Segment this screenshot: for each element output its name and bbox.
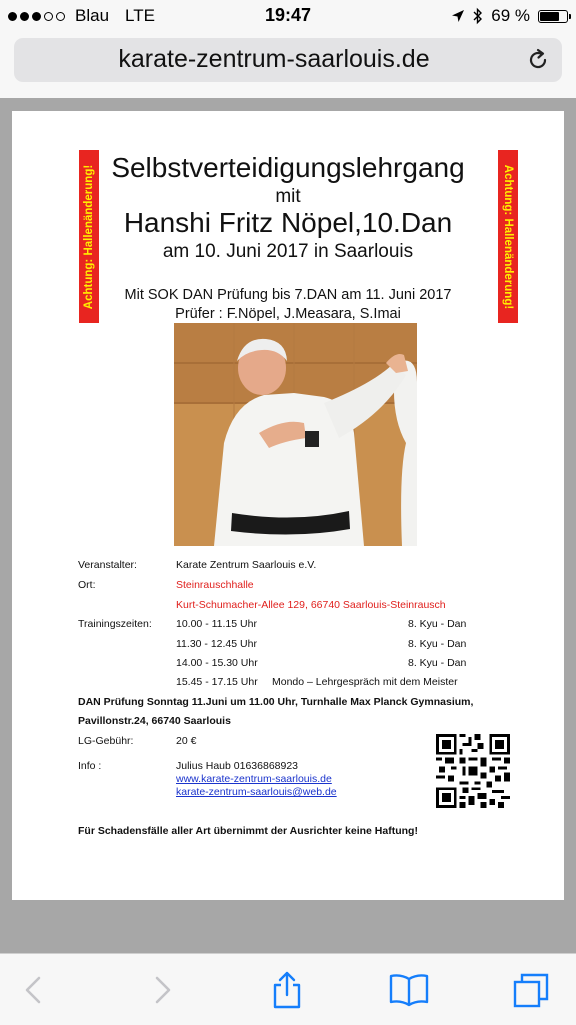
- flyer-master-name: Hanshi Fritz Nöpel,10.Dan: [123, 207, 453, 238]
- back-icon[interactable]: [14, 970, 54, 1010]
- organizer-value: Karate Zentrum Saarlouis e.V.: [176, 559, 317, 571]
- flyer-page[interactable]: [12, 111, 564, 900]
- flyer-date: am 10. Juni 2017 in Saarlouis: [162, 241, 414, 262]
- disclaimer: Für Schadensfälle aller Art übernimmt der Ausrichter keine Haftung!: [78, 825, 418, 837]
- left-notice-text: Achtung: Hallenänderung!: [83, 164, 95, 309]
- dan-exam-line-1: DAN Prüfung Sonntag 11.Juni um 11.00 Uhr, Turnhalle Max Planck Gymnasium,: [78, 696, 474, 708]
- session-level: 8. Kyu - Dan: [408, 657, 467, 669]
- status-right: [451, 6, 568, 26]
- session-time: 10.00 - 11.15 Uhr: [176, 618, 257, 630]
- session-level: 8. Kyu - Dan: [408, 638, 467, 650]
- website-link[interactable]: www.karate-zentrum-saarlouis.de: [176, 773, 332, 785]
- flyer-with: mit: [275, 186, 301, 207]
- dan-exam-line-2: Pavillonstr.24, 66740 Saarlouis: [78, 715, 231, 727]
- flyer-exam-line: Mit SOK DAN Prüfung bis 7.DAN am 11. Juni 2017: [124, 287, 452, 303]
- info-label: Info :: [78, 760, 102, 772]
- location-icon: [451, 9, 465, 23]
- contact-phone: Julius Haub 01636868923: [176, 760, 299, 772]
- session-time: 15.45 - 17.15 Uhr: [176, 676, 258, 688]
- reload-icon[interactable]: [526, 48, 550, 72]
- forward-icon[interactable]: [142, 970, 182, 1010]
- fee-label: LG-Gebühr:: [78, 735, 134, 747]
- fee-value: 20 €: [176, 735, 197, 747]
- network-type: LTE: [125, 6, 155, 25]
- browser-toolbar: [0, 953, 576, 1025]
- flyer-title: Selbstverteidigungslehrgang: [111, 152, 465, 183]
- session-level: 8. Kyu - Dan: [408, 618, 467, 630]
- status-time: 19:47: [264, 5, 312, 25]
- training-label: Trainingszeiten:: [78, 618, 152, 630]
- place-address: Kurt-Schumacher-Allee 129, 66740 Saarlouis-Steinrausch: [176, 599, 446, 611]
- tabs-icon[interactable]: [511, 970, 551, 1010]
- address-bar[interactable]: [14, 38, 562, 82]
- battery-percent: 69 %: [491, 6, 530, 25]
- organizer-label: Veranstalter:: [78, 559, 137, 571]
- share-icon[interactable]: [267, 970, 307, 1010]
- battery-icon: [538, 10, 568, 23]
- bluetooth-icon: [473, 7, 483, 25]
- place-name: Steinrauschhalle: [176, 579, 254, 591]
- flyer-examiners: Prüfer : F.Nöpel, J.Measara, S.Imai: [175, 306, 401, 322]
- session-time: 14.00 - 15.30 Uhr: [176, 657, 258, 669]
- bookmarks-icon[interactable]: [389, 970, 429, 1010]
- session-time: 11.30 - 12.45 Uhr: [176, 638, 257, 650]
- status-bar: [0, 0, 576, 32]
- carrier-name: Blau: [75, 6, 110, 25]
- url-text[interactable]: karate-zentrum-saarlouis.de: [118, 45, 430, 73]
- qr-code: [436, 734, 510, 808]
- session-level: Mondo – Lehrgespräch mit dem Meister: [272, 676, 458, 688]
- email-link[interactable]: karate-zentrum-saarlouis@web.de: [176, 786, 337, 798]
- master-photo: [174, 323, 417, 546]
- right-notice-text: Achtung: Hallenänderung!: [502, 164, 514, 309]
- place-label: Ort:: [78, 579, 96, 591]
